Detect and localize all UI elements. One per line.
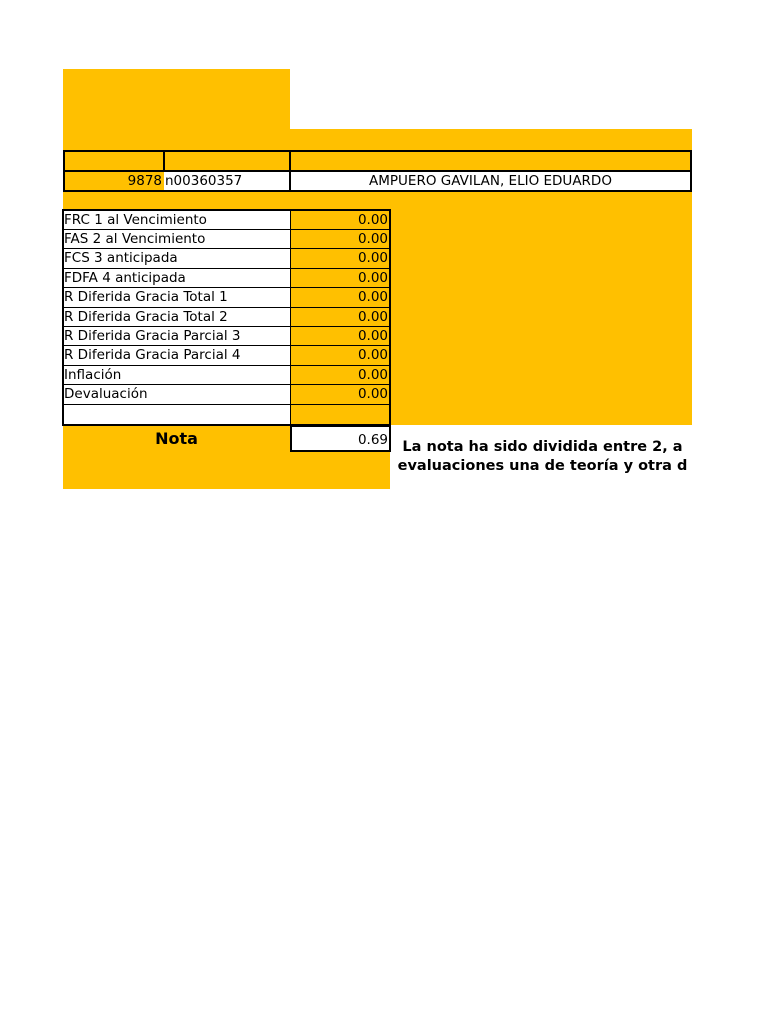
grade-label: R Diferida Gracia Parcial 3 (64, 327, 241, 344)
student-code: n00360357 (165, 173, 243, 189)
grade-label: Inflación (64, 366, 122, 383)
header-divider-1 (163, 150, 165, 172)
student-number: 9878 (127, 173, 162, 189)
grade-value: 0.00 (357, 250, 388, 267)
student-name: AMPUERO GAVILAN, ELIO EDUARDO (369, 173, 612, 189)
grade-value: 0.00 (357, 366, 388, 383)
grade-value: 0.00 (357, 308, 388, 325)
grade-label: FCS 3 anticipada (64, 250, 178, 267)
grade-value: 0.00 (357, 211, 388, 228)
header-empty-row (63, 150, 692, 172)
header-gold-block (63, 69, 290, 151)
grade-label: FDFA 4 anticipada (64, 269, 186, 286)
grade-label: R Diferida Gracia Parcial 4 (64, 347, 241, 364)
header-divider-2 (289, 150, 291, 172)
grade-value: 0.00 (357, 327, 388, 344)
grade-value: 0.00 (357, 230, 388, 247)
grade-value: 0.00 (357, 269, 388, 286)
grades-column-divider (290, 210, 291, 424)
nota-value: 0.69 (357, 432, 388, 448)
grades-table-border (62, 209, 391, 426)
nota-label: Nota (155, 429, 198, 448)
note-line-1: La nota ha sido dividida entre 2, a (402, 439, 683, 455)
grade-label: FAS 2 al Vencimiento (64, 230, 206, 247)
grade-value: 0.00 (357, 347, 388, 364)
grade-label: Devaluación (64, 386, 148, 403)
grade-value: 0.00 (357, 289, 388, 306)
grade-label: R Diferida Gracia Total 1 (64, 289, 228, 306)
grade-label: R Diferida Gracia Total 2 (64, 308, 228, 325)
note-line-2: evaluaciones una de teoría y otra d (397, 458, 688, 474)
header-gold-band (290, 129, 692, 151)
grade-value: 0.00 (357, 386, 388, 403)
grade-label: FRC 1 al Vencimiento (64, 211, 207, 228)
